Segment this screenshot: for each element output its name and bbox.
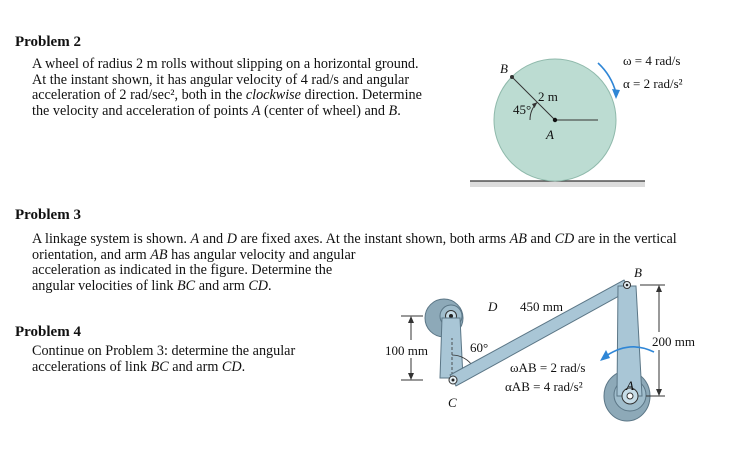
omega-label: ω = 4 rad/s [623, 53, 681, 68]
problem-2-heading: Problem 2 [15, 34, 81, 50]
d-axis-dot [449, 314, 453, 318]
problem-2-statement: A wheel of radius 2 m rolls without slipping on a horizontal ground. At the instant shown, it has angular velocity of 4 rad/s and angular acceleration of 2 rad/sec², both in the clockwise direction. Determine the velocity and acceleration of points A (center of wheel) and B. [32, 56, 422, 119]
dim-left-label: 100 mm [385, 343, 428, 358]
wheel-point-a-label: A [546, 127, 554, 142]
omega-ab-label: ωAB = 2 rad/s [510, 360, 586, 375]
problem-3-heading: Problem 3 [15, 207, 81, 223]
dim-left-arrow-down [408, 373, 414, 380]
linkage-point-c-label: C [448, 395, 457, 410]
linkage-point-d-label: D [488, 299, 498, 314]
angle-60-label: 60° [470, 340, 489, 355]
problem-3-statement: A linkage system is shown. A and D are fixed axes. At the instant shown, both arms AB and CD are in the vertical orientation, and arm AB has angular velocity and angular acceleration as indicated in the figure. Determine the angular velocities of link BC and arm CD. [32, 231, 677, 294]
wheel-radius-label: 2 m [538, 89, 558, 104]
dim-right-arrow-up [656, 285, 662, 292]
dim-right-arrow-down [656, 389, 662, 396]
dim-left-arrow-up [408, 316, 414, 323]
problem-4-statement: Continue on Problem 3: determine the angular accelerations of link BC and arm CD. [32, 343, 296, 375]
problem-4-heading: Problem 4 [15, 324, 81, 340]
alpha-ab-label: αAB = 4 rad/s² [505, 379, 583, 394]
omega-ab-arrow-icon [600, 350, 610, 361]
dim-right-label: 200 mm [652, 334, 695, 349]
joint-b-dot [626, 284, 629, 287]
arm-cd [440, 318, 463, 378]
joint-c-dot [452, 379, 455, 382]
dim-top-label: 450 mm [520, 299, 563, 314]
linkage-point-a-label: A [626, 378, 634, 393]
alpha-label: α = 2 rad/s² [623, 76, 683, 91]
wheel-angle-label: 45° [513, 102, 532, 117]
linkage-point-b-label: B [634, 265, 642, 280]
wheel-point-b-label: B [500, 61, 508, 76]
